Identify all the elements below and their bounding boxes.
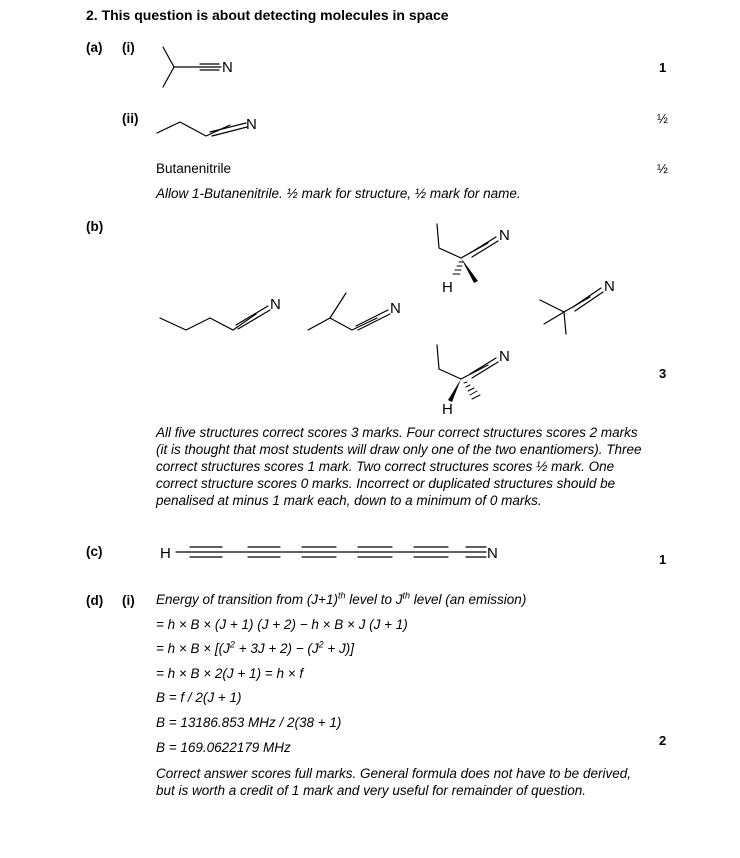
b-marking-note: All five structures correct scores 3 marks. Four correct structures scores 2 marks (it is thought that most students will draw only one of the two enantiomers). Three correct structures scores 1 mark. Two correct structures scores ½ mark. One correct structure scores 0 marks. Incorrect or duplicated structures should be penalised at minus 1 mark each, down to a minimum of 0 marks. (156, 425, 642, 508)
hash-bond-2 (464, 382, 480, 399)
mark-a-ii-structure: ½ (657, 111, 668, 126)
atom-N-c: N (487, 545, 498, 562)
butanenitrile-name: Butanenitrile (156, 161, 232, 176)
wedge-bond-1 (461, 258, 478, 283)
d-line-6: B = 13186.853 MHz / 2(38 + 1) (156, 715, 342, 730)
d-line-7: B = 169.0622179 MHz (156, 740, 291, 755)
part-d-label: (d) (86, 593, 104, 608)
atom-H-c: H (160, 545, 171, 562)
d-line-2: = h × B × (J + 1) (J + 2) − h × B × J (J + 1) (156, 617, 408, 632)
butanenitrile-structure (157, 122, 247, 136)
part-b-label: (b) (86, 219, 104, 234)
butanenitrile-chain-b (160, 306, 270, 330)
enantiomer-2-b (437, 345, 498, 379)
a-ii-allow-note: Allow 1-Butanenitrile. ½ mark for structure, ½ mark for name. (156, 186, 521, 201)
atom-N-a-i: N (222, 59, 233, 76)
d-marking-note: Correct answer scores full marks. General formula does not have to be derived, but is worth a credit of 1 mark and very useful for remainder of question. (156, 766, 631, 798)
hash-bond-1 (453, 262, 463, 274)
part-a-label: (a) (86, 40, 103, 55)
d-line-5: B = f / 2(J + 1) (156, 690, 242, 705)
mark-c: 1 (659, 552, 667, 567)
part-a-ii-label: (ii) (122, 111, 139, 126)
tert-butyl-nitrile-b (540, 288, 603, 334)
atom-H-b-enant1: H (442, 279, 453, 296)
atom-N-b-tbutyl: N (604, 278, 615, 295)
part-c-label: (c) (86, 544, 103, 559)
question-heading: 2. This question is about detecting molecules in space (86, 7, 449, 23)
d-line-1: Energy of transition from $(J+1)^{th}$ level to $J^{th}$ level (an emission) (156, 590, 527, 607)
mark-a-ii-name: ½ (657, 161, 668, 176)
d-line-4: = h × B × 2(J + 1) = h × f (156, 666, 304, 681)
atom-N-b-enant2: N (499, 348, 510, 365)
atom-N-b-isobutyl: N (390, 300, 401, 317)
mark-d: 2 (659, 733, 667, 748)
atom-N-b-enant1: N (499, 227, 510, 244)
isobutyronitrile-structure (163, 47, 221, 87)
polyyne-chain-c (176, 547, 486, 557)
mark-b: 3 (659, 366, 667, 381)
atom-H-b-enant2: H (442, 401, 453, 418)
part-a-i-label: (i) (122, 40, 135, 55)
part-d-i-label: (i) (122, 593, 135, 608)
enantiomer-1-b (437, 224, 498, 258)
atom-N-b-chain: N (270, 296, 281, 313)
wedge-bond-2 (448, 379, 461, 402)
isobutyl-nitrile-b (308, 293, 390, 330)
d-line-3: = $h \times B \times [(J^2 + 3J + 2) - (J^2 + J)]$ (156, 639, 355, 656)
atom-N-a-ii: N (246, 116, 257, 133)
mark-a-i: 1 (659, 60, 667, 75)
